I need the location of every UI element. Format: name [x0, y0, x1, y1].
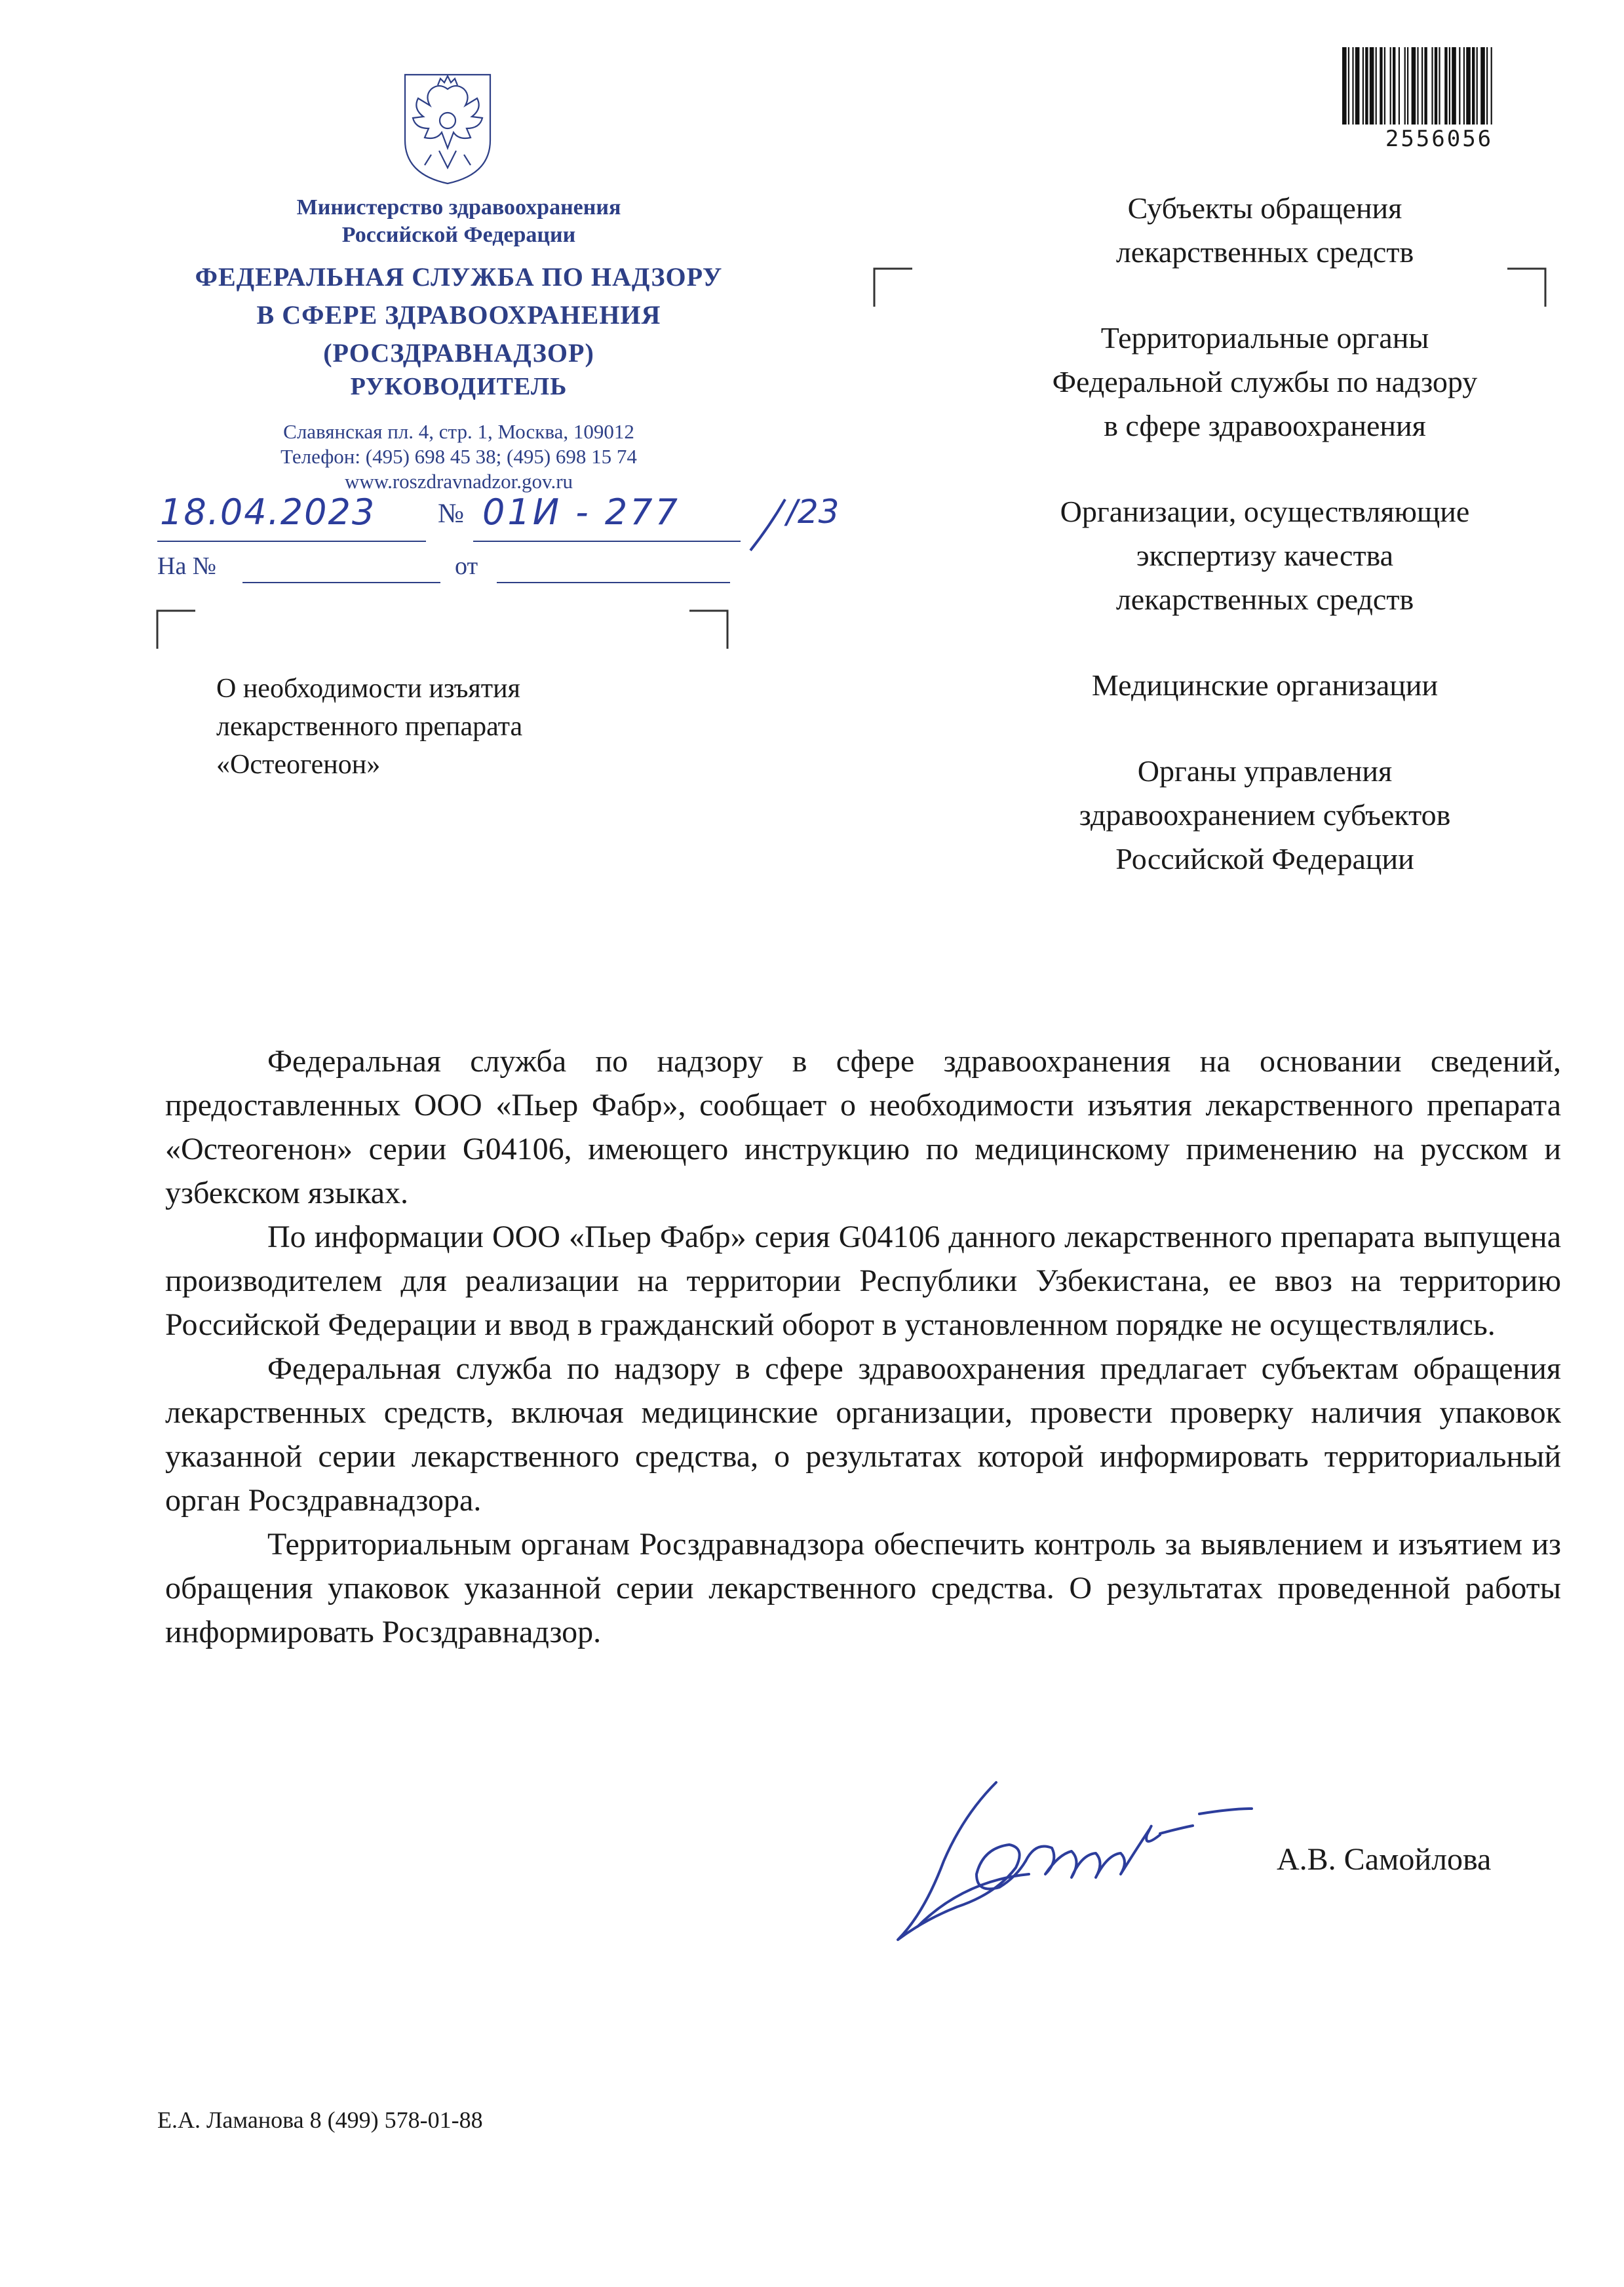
executor-contact: Е.А. Ламанова 8 (499) 578-01-88 — [157, 2107, 483, 2133]
barcode-bar — [1449, 47, 1450, 125]
recipient-line: лекарственных средств — [1115, 583, 1414, 616]
signer-name: А.В. Самойлова — [1277, 1842, 1492, 1877]
handwritten-signature-icon — [885, 1763, 1344, 1953]
barcode-bar — [1399, 47, 1400, 125]
recipient-line: Федеральной службы по надзору — [1052, 365, 1478, 398]
barcode-bar — [1452, 47, 1456, 125]
barcode-bar — [1348, 47, 1349, 125]
body-paragraph: По информации ООО «Пьер Фабр» серия G04106 данного лекарственного препарата выпущена производителем для реализации на территории Республики Узбекистана, ее ввоз на территорию Российской Федерации и ввод в гражданский оборот в установленном порядке не осуществлялись. — [165, 1220, 1561, 1342]
recipient-group — [970, 316, 1560, 448]
body-paragraph: Федеральная служба по надзору в сфере здравоохранения предлагает субъектам обращения лекарственных средств, включая медицинские организации, провести проверку наличия упаковок указанной серии лекарственного средства, о результатах которой информировать территориальный орган Росздравнадзора. — [165, 1351, 1561, 1518]
barcode-bar — [1466, 47, 1471, 125]
recipient-line: экспертизу качества — [1136, 539, 1394, 572]
barcode-bar — [1393, 47, 1395, 125]
contact-block — [131, 419, 786, 494]
barcode-bar — [1424, 47, 1427, 125]
reference-number-label: На № — [157, 552, 217, 580]
recipient-line: Медицинские организации — [1091, 668, 1439, 702]
barcode-bar — [1444, 47, 1447, 125]
barcode-bar — [1412, 47, 1416, 125]
subject-line-3: «Остеогенон» — [216, 750, 381, 780]
barcode-bar — [1421, 47, 1423, 125]
registration-date: 18.04.2023 — [160, 491, 376, 533]
barcode-bar — [1480, 47, 1485, 125]
letter-subject — [216, 670, 522, 784]
recipient-line: лекарственных средств — [1115, 235, 1414, 269]
subject-line-2: лекарственного препарата — [216, 712, 523, 742]
service-line-2: В СФЕРЕ ЗДРАВООХРАНЕНИЯ — [256, 300, 661, 330]
barcode-bar — [1363, 47, 1364, 125]
barcode-bar — [1352, 47, 1353, 125]
recipient-line: Территориальные органы — [1100, 321, 1429, 355]
letter-body — [165, 1039, 1561, 1654]
ministry-name — [131, 194, 786, 249]
barcode-bar — [1463, 47, 1465, 125]
recipients-list — [970, 186, 1560, 923]
barcode-bar — [1435, 47, 1437, 125]
barcode-bar — [1439, 47, 1440, 125]
ministry-line-1: Министерство здравоохранения — [296, 195, 621, 220]
barcode-bar — [1390, 47, 1391, 125]
reference-number-line — [242, 582, 440, 583]
recipient-line: здравоохранением субъектов — [1079, 798, 1451, 832]
subject-line-1: О необходимости изъятия — [216, 674, 520, 704]
address: Славянская пл. 4, стр. 1, Москва, 109012 — [283, 420, 634, 443]
barcode-bar — [1459, 47, 1460, 125]
recipient-line: Российской Федерации — [1115, 842, 1414, 875]
recipient-line: Органы управления — [1137, 754, 1393, 788]
barcode-bar — [1376, 47, 1377, 125]
barcode-bar — [1472, 47, 1475, 125]
ministry-line-2: Российской Федерации — [341, 223, 576, 247]
barcode-bar — [1342, 47, 1347, 125]
phone: Телефон: (495) 698 45 38; (495) 698 15 74 — [280, 445, 637, 468]
barcode-bar — [1384, 47, 1385, 125]
barcode-bar — [1370, 47, 1374, 125]
reference-from-label: от — [455, 552, 478, 580]
registration-year-suffix: /23 — [786, 493, 840, 531]
recipient-line: Субъекты обращения — [1127, 191, 1402, 225]
barcode-number: 2556056 — [1385, 126, 1494, 152]
barcode-bar — [1407, 47, 1408, 125]
barcode-bar — [1477, 47, 1478, 125]
service-line-3: (РОСЗДРАВНАДЗОР) — [323, 338, 594, 368]
barcode-bar — [1417, 47, 1418, 125]
recipient-line: в сфере здравоохранения — [1104, 409, 1426, 442]
barcode-bar — [1355, 47, 1360, 125]
service-name — [131, 258, 786, 372]
head-title: РУКОВОДИТЕЛЬ — [350, 373, 568, 400]
recipient-line: Организации, осуществляющие — [1060, 495, 1470, 528]
body-paragraph: Территориальным органам Росздравнадзора обеспечить контроль за выявлением и изъятием из обращения упаковок указанной серии лекарственного средства. О результатах проведенной работы информировать Росздравнадзор. — [165, 1527, 1561, 1649]
barcode — [1342, 47, 1536, 125]
recipient-group — [970, 490, 1560, 621]
reference-date-line — [497, 582, 730, 583]
recipient-group — [970, 749, 1560, 881]
barcode-bar — [1431, 47, 1433, 125]
russian-coat-of-arms-icon — [398, 69, 497, 186]
registration-number-label: № — [438, 499, 465, 529]
recipient-group — [970, 186, 1560, 274]
recipient-group — [970, 663, 1560, 707]
registration-number: 01И - 277 — [482, 491, 680, 533]
barcode-bar — [1365, 47, 1368, 125]
barcode-bar — [1486, 47, 1488, 125]
website: www.roszdravnadzor.gov.ru — [344, 470, 573, 493]
barcode-bar — [1491, 47, 1492, 125]
barcode-bar — [1404, 47, 1406, 125]
barcode-bar — [1380, 47, 1382, 125]
service-line-1: ФЕДЕРАЛЬНАЯ СЛУЖБА ПО НАДЗОРУ — [195, 262, 723, 292]
body-paragraph: Федеральная служба по надзору в сфере здравоохранения на основании сведений, предоставленных ООО «Пьер Фабр», сообщает о необходимости изъятия лекарственного препарата «Остеогенон» серии G04106, имеющего инструкцию по медицинскому применению на русском и узбекском языках. — [165, 1044, 1561, 1210]
